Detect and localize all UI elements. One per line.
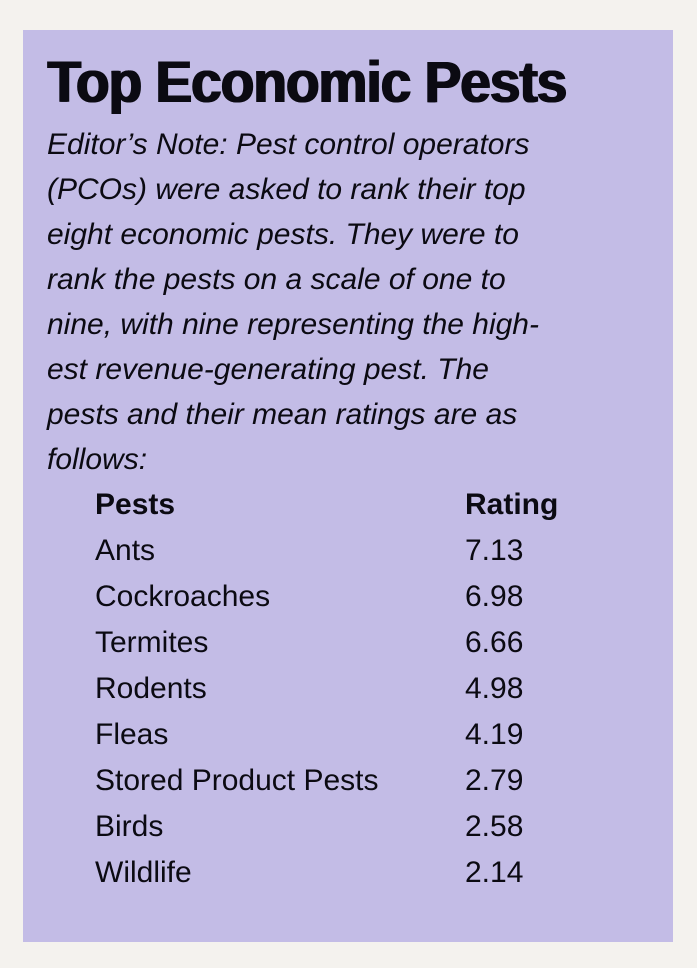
header-pests: Pests: [95, 488, 176, 521]
note-line: pests and their mean ratings are as: [47, 398, 518, 431]
pest-rating: 4.98: [465, 672, 524, 705]
table-row: [95, 528, 605, 574]
table-header-row: [95, 482, 605, 528]
sidebar-box: [23, 30, 673, 942]
pest-rating: 2.14: [465, 856, 524, 889]
pest-name: Rodents: [95, 672, 207, 705]
table-row: [95, 804, 605, 850]
table-row: [95, 620, 605, 666]
note-line: follows:: [47, 443, 148, 476]
pest-rating: 4.19: [465, 718, 524, 751]
pest-ratings-table: [95, 482, 605, 896]
page-title: Top Economic Pests: [47, 48, 566, 115]
pest-name: Termites: [95, 626, 209, 659]
editors-note: [47, 122, 642, 482]
pest-rating: 2.58: [465, 810, 524, 843]
pest-rating: 6.98: [465, 580, 524, 613]
pest-name: Cockroaches: [95, 580, 271, 613]
note-line: rank the pests on a scale of one to: [47, 263, 506, 296]
pest-name: Wildlife: [95, 856, 192, 889]
pest-rating: 7.13: [465, 534, 524, 567]
note-line: est revenue-generating pest. The: [47, 353, 489, 386]
table-row: [95, 850, 605, 896]
pest-name: Ants: [95, 534, 156, 567]
pest-name: Birds: [95, 810, 164, 843]
table-row: [95, 712, 605, 758]
note-line: eight economic pests. They were to: [47, 218, 519, 251]
pest-name: Fleas: [95, 718, 169, 751]
pest-rating: 2.79: [465, 764, 524, 797]
table-row: [95, 758, 605, 804]
pest-rating: 6.66: [465, 626, 524, 659]
note-line: nine, with nine representing the high-: [47, 308, 539, 341]
note-line: Editor’s Note: Pest control operators: [47, 128, 530, 161]
pest-name: Stored Product Pests: [95, 764, 379, 797]
header-rating: Rating: [465, 488, 559, 521]
table-row: [95, 666, 605, 712]
note-line: (PCOs) were asked to rank their top: [47, 173, 526, 206]
table-row: [95, 574, 605, 620]
